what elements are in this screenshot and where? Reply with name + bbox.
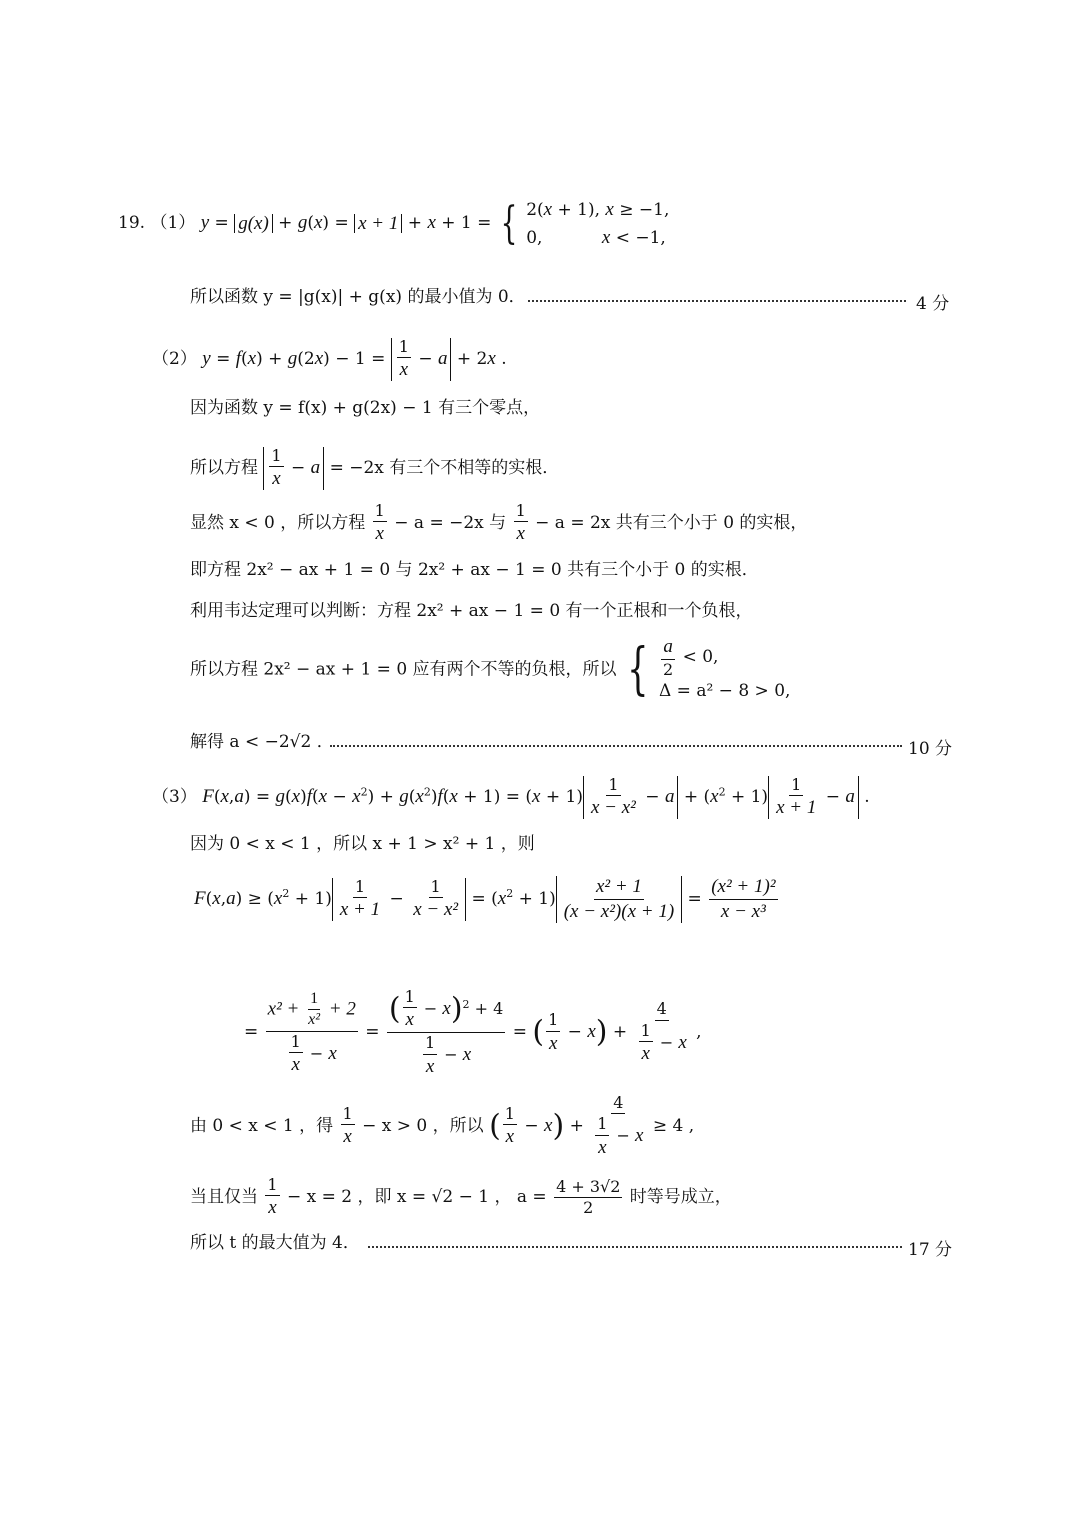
part2-line3: 显然 x < 0 ，所以方程 $\frac{1}{x}$ − a = −2x 与 $\frac{1}{x}$ − a = 2x 共有三个小于 0 的实根，	[190, 501, 808, 545]
part3-line1: 因为 0 < x < 1 ，所以 x + 1 > x² + 1 ，则	[190, 834, 535, 854]
part3-formula: （3） $F(x,a) = g(x)f(x - x^2) + g(x^2)f(x + 1) = (x + 1)$ $\frac{1}{\text{x − x²}}$ − $a + (x^2 + 1)$ $\frac{1}{x + 1}$ − a .	[152, 775, 870, 819]
part2-label: （2）	[152, 349, 197, 370]
score-part3: 17 分	[908, 1240, 953, 1260]
part3-line-c: 由 0 < x < 1 ，得 $\frac{1}{x}$ − x > 0 ，所以 ( $\frac{1}{x}$ − x) + 4 $\frac{1}{x}$ − x ≥ 4 ,	[190, 1093, 695, 1158]
part3-label: （3）	[152, 787, 197, 808]
score-part2: 10 分	[908, 739, 953, 759]
part1-label: （1）	[150, 213, 196, 234]
part1-conclusion: 所以函数 y = |g(x)| + g(x) 的最小值为 0．	[190, 287, 526, 307]
problem-number: 19.	[118, 213, 146, 234]
part2-line1: 因为函数 y = f(x) + g(2x) − 1 有三个零点，	[190, 398, 541, 418]
part3-simplification: = x² + $\frac{1}{\text{x²}}$ + 2 $\frac{1}{x}$ − x = ( $\frac{1}{x}$ − x)$^2$ + 4 $\frac{1}{x}$ − x = ( $\frac{1}{x}$ − x) + 4 $\frac{1}{x}$ − x ,	[244, 987, 702, 1077]
part3-line-e: 所以 t 的最大值为 4．	[190, 1233, 360, 1253]
part2-formula: （2） y = f(x) + g(2x) − 1 = $\frac{1}{x}$ − a + 2x .	[152, 337, 507, 381]
part3-inequality: $F(x,a) \ge (x^2 + 1)$ $\frac{1}{x + 1}$ − $\frac{1}{\text{x − x²}}$ = $(x^2 + 1)$ $\frac{\text{x² + 1}}{\text{(x − x²)(x + 1)}}$ = $\frac{\text{(x² + 1)²}}{\text{x − x³}}$	[194, 876, 776, 922]
part2-line7: 解得 a < −2√2 ．	[190, 732, 334, 752]
score-part1: 4 分	[916, 294, 950, 314]
part2-line6: 所以方程 2x² − ax + 1 = 0 应有两个不等的负根，所以 { $\frac{a}{2}$ < 0, Δ = a² − 8 > 0,	[190, 636, 791, 702]
part2-line4: 即方程 2x² − ax + 1 = 0 与 2x² + ax − 1 = 0 共有三个小于 0 的实根．	[190, 560, 759, 580]
part3-line-d: 当且仅当 $\frac{1}{x}$ − x = 2 ，即 x = √2 − 1 ， a = $\frac{4 + 3√2}{2}$ 时等号成立，	[190, 1175, 732, 1219]
leader-dots	[368, 1246, 902, 1248]
part2-line2: 所以方程 $\frac{1}{x}$ − a = −2x 有三个不相等的实根．	[190, 446, 560, 490]
part1-formula: 19. （1） y = g(x) + g(x) = x + 1 + x + 1 = { 2(x + 1), x ≥ −1, 0, x < −1,	[118, 197, 670, 249]
part2-line5: 利用韦达定理可以判断：方程 2x² + ax − 1 = 0 有一个正根和一个负根，	[190, 601, 753, 621]
leader-dots	[528, 300, 906, 302]
leader-dots	[330, 745, 902, 747]
